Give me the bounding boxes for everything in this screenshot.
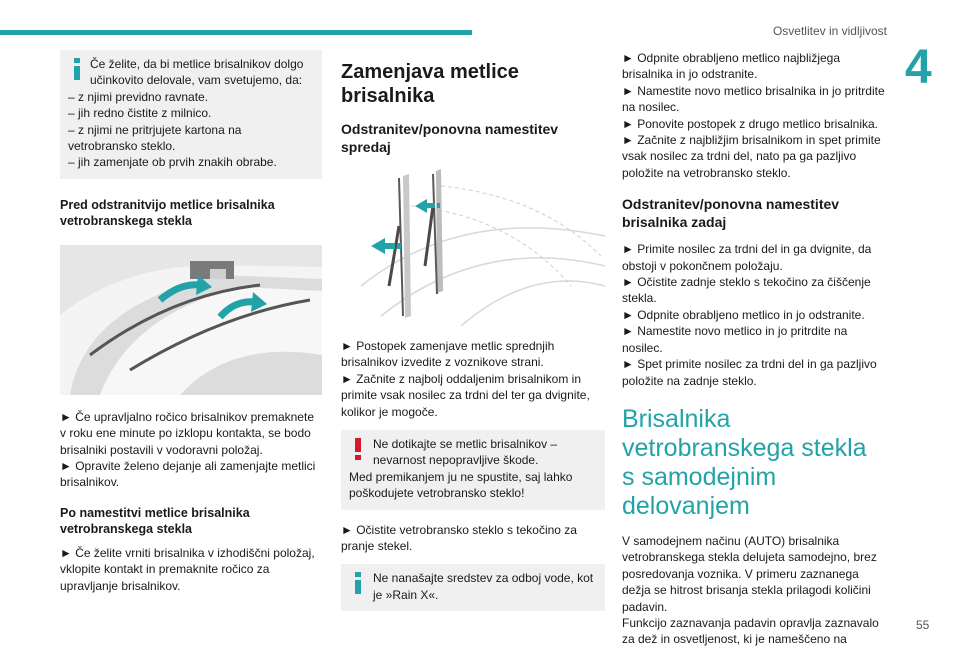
info-note-line: – jih zamenjate ob prvih znakih obrabe. [68, 155, 277, 170]
heading-after-installation: Po namestitvi metlice brisalnika vetrobranskega stekla [60, 505, 250, 536]
step-text: ► Spet primite nosilec za trdni del in ga pazljivo položite na zadnje steklo. [622, 357, 877, 388]
exclamation-icon [350, 438, 366, 460]
heading-before-removal: Pred odstranitvijo metlice brisalnika vetrobranskega stekla [60, 197, 275, 228]
step-text: ► Odpnite obrabljeno metlico in jo odstranite. [622, 307, 865, 322]
step-text: ► Če želite vrniti brisalnika v izhodiščni položaj, vklopite kontakt in premaknite ročico za upravljanje brisalnikov. [60, 545, 315, 593]
step-text: ► Začnite z najbližjim brisalnikom in spet primite vsak nosilec za trdni del, nato pa ga pazljivo položite na vetrobransko steklo. [622, 133, 881, 180]
subheading-front: Odstranitev/ponovna namestitev spredaj [341, 121, 559, 155]
warning-note [341, 430, 605, 510]
column-middle [341, 50, 605, 611]
info-note-rainx [341, 564, 605, 611]
info-icon [350, 572, 366, 594]
info-note-line: – z njimi ne pritrjujete kartona na vetrobransko steklo. [68, 122, 242, 154]
header-accent-bar [0, 30, 472, 35]
info-note-line: – jih redno čistite z milnico. [68, 106, 212, 121]
warning-note-line: Med premikanjem ju ne spustite, saj lahko poškodujete vetrobransko steklo! [349, 469, 573, 501]
step-text: ► Namestite novo metlico brisalnika in jo pritrdite na nosilec. [622, 83, 885, 115]
paragraph-text: Funkcijo zaznavanja padavin opravlja zaznavalo za dež in osvetljenost, ki je nameščeno na [622, 615, 879, 647]
subheading-rear: Odstranitev/ponovna namestitev brisalnika zadaj [622, 196, 840, 231]
paragraph-text: V samodejnem načinu (AUTO) brisalnika vetrobranskega stekla delujeta samodejno, brez posredovanja voznika. V primeru zaznanega dežja se hitrost brisanja stekla prilagodi količini padavin. [622, 533, 877, 614]
warning-note-line: Ne dotikajte se metlic brisalnikov – nevarnost nepopravljive škode. [373, 437, 558, 468]
step-text: ► Primite nosilec za trdni del in ga dvignite, da obstoji v pokončnem položaju. [622, 242, 872, 273]
info-icon [69, 58, 85, 80]
step-text: ► Namestite novo metlico in jo pritrdite na nosilec. [622, 324, 848, 355]
info-note-line: Če želite, da bi metlice brisalnikov dolgo učinkovito delovale, vam svetujemo, da: [90, 57, 304, 88]
page-number: 55 [916, 618, 930, 632]
info-note-line: Ne nanašajte sredstev za odboj vode, kot je »Rain X«. [373, 571, 594, 602]
step-text: ► Očistite vetrobransko steklo s tekočino za pranje stekel. [341, 522, 577, 554]
step-text: ► Odpnite obrabljeno metlico najbližjega brisalnika in jo odstranite. [622, 51, 841, 82]
step-text: ► Očistite zadnje steklo s tekočino za čiščenje stekla. [622, 275, 871, 306]
front-wiper-illustration [341, 166, 605, 326]
step-text: ► Opravite želeno dejanje ali zamenjajte metlici brisalnikov. [60, 459, 316, 490]
section-heading-automatic-wipers: Brisalnika vetrobranskega stekla s samodejnim delovanjem [622, 404, 867, 520]
section-heading-wiper-replacement: Zamenjava metlice brisalnika [341, 61, 519, 107]
step-text: ► Začnite z najbolj oddaljenim brisalnikom in primite vsak nosilec za trdni del ter ga dvignite, kolikor je mogoče. [341, 371, 590, 419]
info-note-care [60, 50, 322, 179]
step-text: ► Če upravljalno ročico brisalnikov premaknete v roku ene minute po izklopu kontakta, se bodo brisalniki postavili v vodoravni položaj. [60, 409, 314, 457]
column-left [60, 50, 322, 594]
section-title: Osvetlitev in vidljivost [772, 24, 887, 38]
wiper-lever-illustration [60, 245, 322, 395]
column-right [622, 50, 886, 648]
chapter-number: 4 [905, 41, 932, 94]
step-text: ► Ponovite postopek z drugo metlico brisalnika. [622, 116, 879, 131]
info-note-line: – z njimi previdno ravnate. [68, 89, 209, 104]
step-text: ► Postopek zamenjave metlic sprednjih brisalnikov izvedite z voznikove strani. [341, 339, 555, 370]
